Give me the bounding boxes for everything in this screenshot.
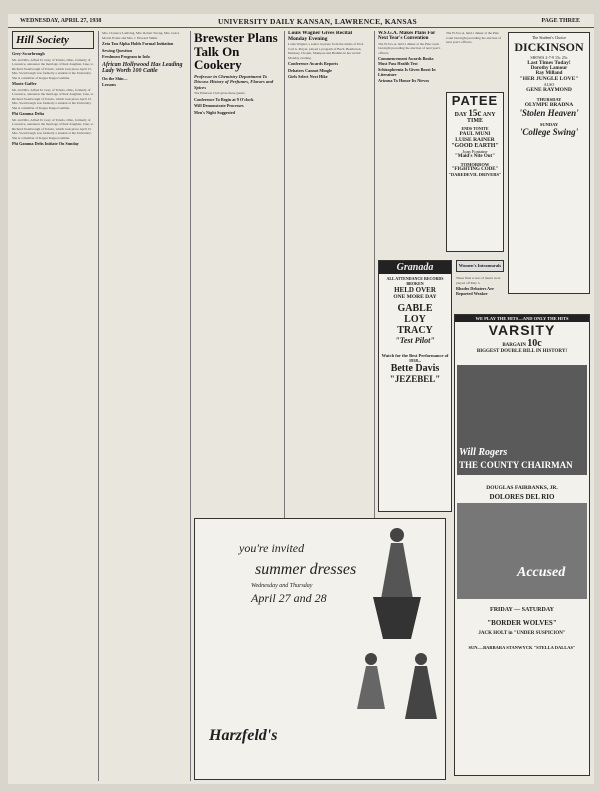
- patee-prices: [447, 108, 503, 124]
- article-body: The Emerson Club gives these guests.: [194, 91, 246, 96]
- patee-price: 15c: [468, 108, 482, 118]
- patee-name: PATEE: [451, 93, 499, 108]
- heading-girls-hike: Girls Select Next Hike: [288, 74, 328, 80]
- patee-star2: LUISE RAINER: [455, 137, 495, 143]
- hill-society-box: [12, 31, 94, 49]
- column-6: [446, 31, 502, 91]
- article-body: These final scores of meets were played off May 3.: [456, 276, 501, 285]
- heading-mootz-gaffer: Mootz-Gaffer: [12, 81, 37, 86]
- article-body: The W.S.G.A. held a dinner at the Pine room last night preceding the election of next year's officers.: [446, 31, 501, 44]
- patee-ad: [446, 92, 504, 252]
- varsity-film3-title: Accused: [517, 565, 566, 580]
- masthead-title: UNIVERSITY DAILY KANSAN, LAWRENCE, KANSAS: [218, 17, 418, 26]
- dickinson-film2: GENE RAYMOND: [526, 87, 572, 93]
- harzfeld-logo: Harzfeld's: [209, 727, 278, 744]
- dickinson-film3: 'Stolen Heaven': [519, 108, 579, 118]
- article-body: Mrs. Clarence Lamving, Mrs. Robert Strong, Mrs. Grace Morris Evans and Mrs. J. Howard Smith.: [102, 31, 180, 40]
- heading-commencement: Commencement Awards Books Must Pass Health Test: [378, 56, 434, 66]
- varsity-ad: [454, 314, 590, 776]
- varsity-film2-star: DOUGLAS FAIRBANKS, JR.: [486, 485, 558, 491]
- dek-brewster: Professor in Chemistry Department To Discuss History of Perfumes, Flavors and Spices: [194, 73, 274, 90]
- article-body: Louis Wagner, a senior in piano from the studio of Prof. Carl A. Preyer, played a program of Bach, Beethoven, Debussy, Chopin, Mompou and Brahms in her recital Monday evening.: [288, 42, 364, 60]
- heading-demonstrate: Will Demonstrate Processes: [194, 103, 244, 109]
- masthead: [8, 14, 594, 28]
- varsity-prices: [455, 338, 589, 349]
- varsity-friday: FRIDAY — SATURDAY: [490, 607, 554, 613]
- granada-held-over: HELD OVER: [394, 286, 436, 294]
- patee-day: DAY: [454, 112, 467, 118]
- heading-freshmen: Freshmen Program in Info: [102, 54, 150, 59]
- granada-film2: "JEZEBEL": [389, 374, 441, 384]
- heading-on-the-shin: On the Shin—: [102, 75, 128, 81]
- harzfeld-summer: summer dresses: [255, 561, 357, 578]
- dickinson-ad: [508, 32, 590, 294]
- patee-tomorrow: TOMORROW: [460, 162, 490, 167]
- accused-photo: [457, 503, 587, 599]
- heading-conference: Conference To Begin at 9 O'clock: [194, 96, 254, 102]
- heading-conference-awards: Conference Awards Reports: [288, 61, 339, 67]
- granada-one-more: ONE MORE DAY: [393, 294, 437, 300]
- varsity-banner: WE PLAY THE HITS—AND ONLY THE HITS: [455, 315, 589, 322]
- heading-mens-night: Men's Night Suggested: [194, 109, 235, 115]
- granada-star4: Bette Davis: [390, 363, 440, 374]
- hill-society-title: Hill Society: [16, 34, 69, 46]
- patee-star1: PAUL MUNI: [459, 131, 491, 137]
- dickinson-thursday: THURSDAY: [536, 97, 562, 102]
- varsity-sunday: SUN.—BARBARA STANWYCK "STELLA DALLAS": [468, 645, 576, 650]
- varsity-film2-title: DOLORES DEL RIO: [489, 493, 555, 501]
- masthead-page: PAGE THREE: [541, 18, 580, 24]
- patee-star3: Joan Fontaine: [462, 149, 488, 154]
- varsity-biggest: BIGGEST DOUBLE BILL IN HISTORY!: [476, 349, 568, 354]
- heading-sewing: Sewing Question: [102, 47, 132, 53]
- article-body: Mr. and Mrs. Alfred D. Grey of Toledo, Ohio, formerly of Lawrence, announce the marriage of their daughter, Jane, to Richard Swarbrough of Toledo, which took place April 15. Mrs. Swarbrough was formerly a student at the University. She is a member of Kappa Kappa Gamma.: [12, 117, 94, 140]
- column-4: [288, 31, 370, 531]
- womens-intramurals-title: Women's Intramurals: [458, 263, 502, 268]
- heading-zeta: Zeta Tau Alpha Holds Formal Initiation: [102, 41, 174, 46]
- harzfeld-ad: [194, 518, 446, 780]
- patee-time: TIME: [466, 118, 483, 124]
- dickinson-film4: 'College Swing': [519, 127, 579, 137]
- column-3: [194, 31, 280, 531]
- heading-african-hollywood: African Hollywood Has Leading Lady Worth 100 Cattle: [102, 61, 183, 74]
- dickinson-shows: SHOWS 2-7-9 15c 25c: [530, 55, 568, 60]
- dickinson-also: ALSO: [543, 82, 555, 87]
- heading-grey-swarbrough: Grey-Swarbrough: [12, 51, 45, 56]
- will-rogers-photo: [457, 365, 587, 475]
- granada-star2: LOY: [404, 314, 426, 325]
- granada-watch: Watch for the Best Performance of 1938...: [381, 353, 449, 363]
- heading-phi-gamma: Phi Gamma Delta: [12, 111, 45, 116]
- patee-ends: ENDS TONITE: [461, 126, 489, 131]
- patee-film4: "DAREDEVIL DRIVERS": [448, 172, 502, 177]
- harzfeld-invited: you're invited: [239, 541, 305, 555]
- column-society: [12, 31, 94, 781]
- article-body: The W.S.G.A. held a dinner at the Pine room last night preceding the election of next year's officers.: [378, 41, 441, 55]
- granada-star1: GABLE: [397, 303, 433, 314]
- dickinson-tagline: The Student's Choice: [531, 35, 567, 40]
- granada-ad: [378, 260, 452, 512]
- headline-wsga: W.S.G.A. Makes Plans For Next Year's Convention: [378, 31, 436, 42]
- article-body: Mr. and Mrs. Alfred D. Grey of Toledo, Ohio, formerly of Lawrence, announce the marriage of their daughter, Jane, to Richard Swarbrough of Toledo, which took place April 15. Mrs. Swarbrough was formerly a student at the University. She is a member of Kappa Kappa Gamma.: [12, 57, 94, 80]
- fashion-figures-illustration: [351, 519, 446, 779]
- granada-star3: TRACY: [397, 325, 433, 336]
- varsity-border-wolves: "BORDER WOLVES": [487, 619, 557, 627]
- dickinson-name: DICKINSON: [514, 40, 584, 54]
- varsity-film1-title: THE COUNTY CHAIRMAN: [459, 460, 573, 470]
- varsity-film1-star: Will Rogers: [459, 447, 508, 458]
- womens-intramurals-box: [456, 260, 504, 272]
- granada-name: Granada: [379, 261, 451, 274]
- dickinson-star3: OLYMPE BRADNA: [524, 102, 574, 108]
- heading-phi-gamma-initiate: Phi Gamma Delts Initiate On Sunday: [12, 141, 79, 146]
- varsity-price: 10c: [527, 338, 542, 349]
- heading-lessons: Lessons: [102, 82, 116, 87]
- heading-rhodes: Rhodes Debaters Are Reported Weaker: [456, 286, 494, 296]
- heading-schizophrenia: Schizophrenia Is Given Boost In Literature: [378, 67, 436, 77]
- headline-brewster: Brewster Plans Talk On Cookery: [194, 31, 278, 73]
- dickinson-last-times: Last Times Today!: [527, 60, 571, 66]
- patee-film1: "GOOD EARTH": [451, 143, 499, 149]
- column-2: [102, 31, 186, 781]
- varsity-name: VARSITY: [488, 322, 556, 338]
- dickinson-star1: Dorothy Lamour: [530, 66, 568, 71]
- heading-debaters: Debaters Cannot Mingle: [288, 67, 332, 73]
- dickinson-sunday: SUNDAY: [539, 122, 559, 127]
- headline-wagner: Louis Wagner Gives Recital Monday Evening: [288, 31, 353, 42]
- masthead-date: WEDNESDAY, APRIL 27, 1938: [20, 18, 102, 24]
- harzfeld-dates: April 27 and 28: [251, 591, 327, 605]
- patee-film3: "FIGHTING CODE": [451, 167, 499, 172]
- varsity-bargain: BARGAIN: [502, 343, 526, 348]
- dickinson-film1: "HER JUNGLE LOVE": [519, 76, 579, 82]
- patee-film2: "Maid's Nite Out": [455, 154, 495, 159]
- varsity-jack-holt: JACK HOLT in "UNDER SUSPICION": [478, 631, 566, 636]
- granada-records: ALL ATTENDANCE RECORDS BROKEN: [386, 276, 444, 286]
- dickinson-star2: Ray Milland: [535, 71, 563, 76]
- newspaper-page: [8, 14, 594, 784]
- heading-arizona: Arizona To Honor Its Nirvos: [378, 78, 430, 83]
- granada-film1: "Test Pilot": [395, 336, 435, 345]
- column-5: [378, 31, 442, 271]
- harzfeld-days: Wednesday and Thursday: [251, 583, 313, 589]
- patee-any: ANY: [482, 112, 496, 118]
- article-body: Mr. and Mrs. Alfred D. Grey of Toledo, Ohio, formerly of Lawrence, announce the marriage of their daughter, Jane, to Richard Swarbrough of Toledo, which took place April 15. Mrs. Swarbrough was formerly a student at the University. She is a member of Kappa Kappa Gamma.: [12, 87, 94, 110]
